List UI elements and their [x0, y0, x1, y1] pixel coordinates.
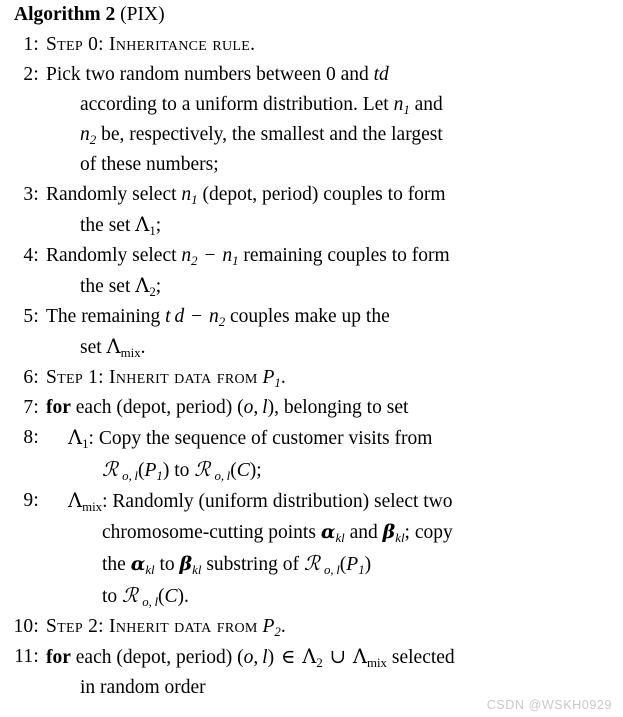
step-line: the set $\Lambda_2$;: [80, 274, 162, 299]
algorithm-step-2: [0, 60, 623, 180]
step-number: 10:: [13, 616, 39, 637]
step-number: 9:: [23, 490, 39, 511]
step-number: 4:: [23, 245, 39, 266]
step-body: [46, 60, 623, 180]
algorithm-step-8: [0, 423, 623, 486]
step-body: [46, 642, 623, 703]
algorithm-step-5: [0, 302, 623, 363]
algorithm-title-label: Algorithm 2: [14, 4, 116, 25]
csdn-watermark: CSDN @WSKH0929: [486, 698, 612, 712]
step-line: in random order: [80, 677, 206, 698]
algorithm-title-name: (PIX): [120, 4, 165, 25]
step-line: Step 2: Inherit data from $P_2$.: [46, 616, 286, 639]
step-number: 1:: [23, 34, 39, 55]
step-number: 5:: [23, 306, 39, 327]
step-body: [46, 393, 623, 423]
algorithm-step-4: [0, 241, 623, 302]
algorithm-step-10: [0, 612, 623, 642]
step-body: [46, 486, 623, 612]
step-line: to ℛ $_{o, l}$(C).: [102, 583, 189, 609]
step-line: Randomly select $n_2 - n_1$ remaining couples to form: [46, 245, 450, 268]
algorithm-step-1: [0, 30, 623, 60]
algorithm-step-6: [0, 363, 623, 393]
step-body: [46, 363, 623, 393]
algorithm-step-7: [0, 393, 623, 423]
step-number: 3:: [23, 184, 39, 205]
step-line: $\Lambda_{mix}$: Randomly (uniform distribution) select two: [68, 489, 453, 514]
step-line: of these numbers;: [80, 154, 219, 175]
step-line: Step 1: Inherit data from $P_1$.: [46, 367, 286, 390]
step-body: [46, 612, 623, 642]
step-line: Pick two random numbers between 0 and td: [46, 64, 389, 85]
step-body: [46, 180, 623, 241]
step-body: [46, 241, 623, 302]
step-line: according to a uniform distribution. Let $n_1$ and: [80, 94, 443, 117]
step-number: 2:: [23, 64, 39, 85]
step-line: ℛ $_{o, l}(P_1)$ to ℛ $_{o, l}$(C);: [102, 457, 262, 483]
step-line: for each (depot, period) (o, l) ∈ $\Lambda_2$ ∪ $\Lambda_{mix}$ selected: [46, 645, 455, 670]
step-number: 8:: [23, 427, 39, 448]
step-body: [46, 302, 623, 363]
step-number: 7:: [23, 397, 39, 418]
step-line: the $\alpha_{kl}$ to $\beta_{kl}$ substring of ℛ $_{o, l}(P_1)$: [102, 551, 372, 577]
algorithm-step-9: [0, 486, 623, 612]
step-line: $n_2$ be, respectively, the smallest and the largest: [80, 124, 443, 147]
step-line: for each (depot, period) (o, l), belonging to set: [46, 397, 409, 418]
step-line: the set $\Lambda_1$;: [80, 213, 162, 238]
step-number: 6:: [23, 367, 39, 388]
step-number: 11:: [14, 646, 39, 667]
step-line: Randomly select $n_1$ (depot, period) couples to form: [46, 184, 446, 207]
algorithm-title: [0, 0, 623, 30]
step-body: [46, 423, 623, 486]
step-line: $\Lambda_1$: Copy the sequence of customer visits from: [68, 426, 433, 451]
step-line: Step 0: Inheritance rule.: [46, 34, 256, 55]
step-line: set $\Lambda_{mix}$.: [80, 335, 146, 360]
algorithm-step-11: [0, 642, 623, 703]
algorithm-step-3: [0, 180, 623, 241]
step-line: The remaining t $d - n_2$ couples make up the: [46, 306, 390, 329]
step-line: chromosome-cutting points $\alpha_{kl}$ and $\beta_{kl}$; copy: [102, 521, 453, 545]
step-body: [46, 30, 623, 60]
